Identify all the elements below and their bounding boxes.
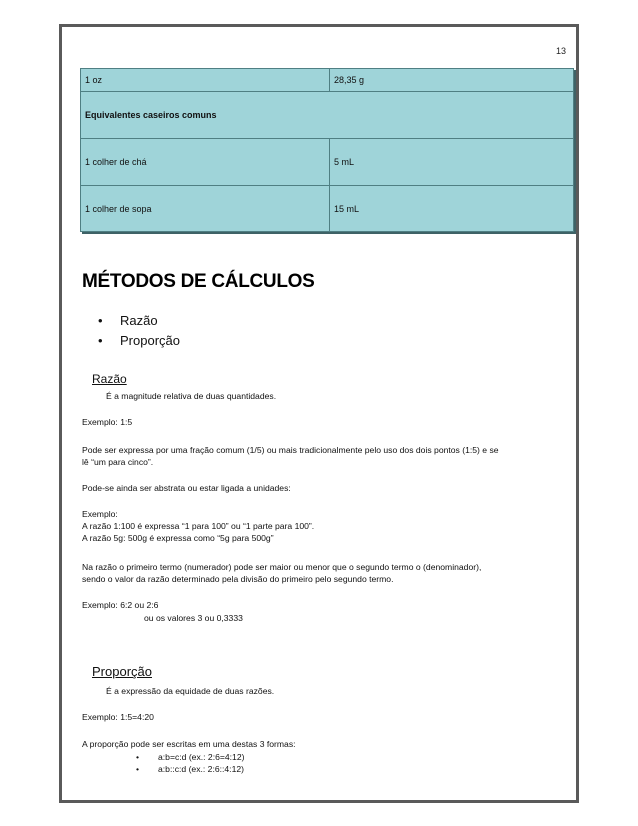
bullet-icon: •: [98, 313, 103, 328]
list-item-label: Razão: [120, 313, 158, 328]
razao-paragraph-1: Pode ser expressa por uma fração comum (1/5) ou mais tradicionalmente pelo uso dos dois pontos (1:5) e se lê “um para cinco”.: [82, 445, 499, 467]
razao-paragraph-2: Pode-se ainda ser abstrata ou estar ligada a unidades:: [82, 483, 291, 493]
bullet-icon: •: [136, 764, 140, 774]
razao-examples: Exemplo: A razão 1:100 é expressa “1 para 100” ou “1 parte para 100”. A razão 5g: 500g é expressa como “5g para 500g”: [82, 509, 315, 543]
table-row: [81, 139, 574, 186]
list-item: [98, 331, 180, 351]
razao-paragraph-3: Na razão o primeiro termo (numerador) pode ser maior ou menor que o segundo termo o (denominador), sendo o valor da razão determinado pela divisão do primeiro pelo segundo termo.: [82, 562, 482, 584]
proporcao-example: Exemplo: 1:5=4:20: [82, 712, 154, 722]
razao-example-3b: ou os valores 3 ou 0,3333: [144, 613, 243, 623]
bullet-list: [98, 311, 180, 351]
proporcao-title: Proporção: [92, 664, 152, 679]
table-cell: 15 mL: [330, 186, 574, 232]
proporcao-forms-list: [136, 751, 244, 775]
list-item: [98, 311, 180, 331]
table-row: [81, 92, 574, 139]
table-cell: 1 colher de sopa: [81, 186, 330, 232]
table-cell: 5 mL: [330, 139, 574, 186]
table-cell: 28,35 g: [330, 69, 574, 92]
table-cell: 1 colher de chá: [81, 139, 330, 186]
table-row: [81, 186, 574, 232]
list-item-label: Proporção: [120, 333, 180, 348]
page-number: 13: [556, 46, 567, 56]
razao-title: Razão: [92, 372, 127, 386]
table-section-header: Equivalentes caseiros comuns: [81, 92, 574, 139]
table-cell: 1 oz: [81, 69, 330, 92]
proporcao-definition: É a expressão da equidade de duas razões.: [106, 686, 275, 696]
equivalents-table: [80, 68, 574, 232]
razao-definition: É a magnitude relativa de duas quantidades.: [106, 391, 277, 401]
table-row: [81, 69, 574, 92]
razao-example-3: Exemplo: 6:2 ou 2:6: [82, 600, 159, 610]
bullet-icon: •: [136, 752, 140, 762]
razao-example: Exemplo: 1:5: [82, 417, 133, 427]
list-item: • a:b::c:d (ex.: 2:6::4:12): [136, 764, 244, 774]
proporcao-forms-intro: A proporção pode ser escritas em uma destas 3 formas:: [82, 739, 296, 749]
section-heading: MÉTODOS DE CÁLCULOS: [82, 271, 315, 292]
list-item: • a:b=c:d (ex.: 2:6=4:12): [136, 752, 245, 762]
bullet-icon: •: [98, 333, 103, 348]
